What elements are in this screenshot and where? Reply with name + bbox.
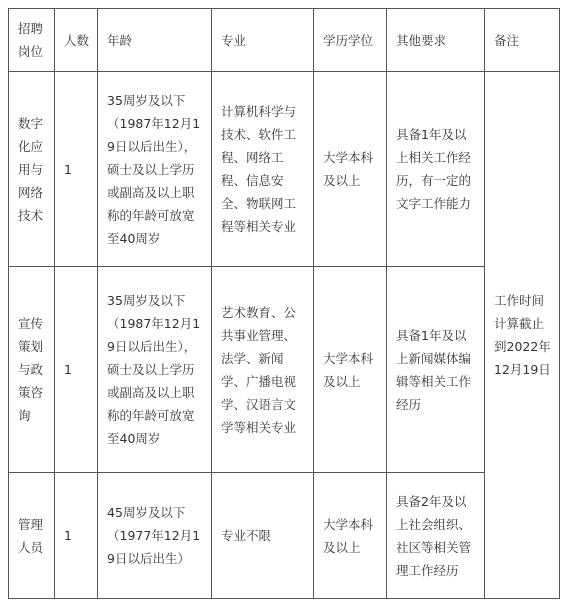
table-row bbox=[9, 72, 560, 267]
header-row bbox=[9, 9, 560, 72]
post-cell: 管理人员 bbox=[9, 473, 55, 599]
degree-cell: 大学本科及以上 bbox=[314, 267, 387, 473]
header-note: 备注 bbox=[485, 9, 560, 72]
other-cell: 具备1年及以上相关工作经历，有一定的文字工作能力 bbox=[387, 72, 485, 267]
degree-cell: 大学本科及以上 bbox=[314, 72, 387, 267]
header-count: 人数 bbox=[55, 9, 98, 72]
header-other: 其他要求 bbox=[387, 9, 485, 72]
other-cell: 具备2年及以上社会组织、社区等相关管理工作经历 bbox=[387, 473, 485, 599]
post-cell: 数字化应用与网络技术 bbox=[9, 72, 55, 267]
recruitment-table bbox=[8, 8, 560, 599]
header-post: 招聘岗位 bbox=[9, 9, 55, 72]
major-cell: 计算机科学与技术、软件工程、网络工程、信息安全、物联网工程等相关专业 bbox=[212, 72, 314, 267]
header-degree: 学历学位 bbox=[314, 9, 387, 72]
major-cell: 专业不限 bbox=[212, 473, 314, 599]
count-cell: 1 bbox=[55, 267, 98, 473]
count-cell: 1 bbox=[55, 72, 98, 267]
age-cell: 45周岁及以下（1977年12月19日以后出生） bbox=[98, 473, 212, 599]
table-row bbox=[9, 267, 560, 473]
header-major: 专业 bbox=[212, 9, 314, 72]
age-cell: 35周岁及以下（1987年12月19日以后出生），硕士及以上学历或副高及以上职称的年龄可放宽至40周岁 bbox=[98, 72, 212, 267]
note-cell: 工作时间计算截止到2022年12月19日 bbox=[485, 72, 560, 599]
degree-cell: 大学本科及以上 bbox=[314, 473, 387, 599]
age-cell: 35周岁及以下（1987年12月19日以后出生），硕士及以上学历或副高及以上职称的年龄可放宽至40周岁 bbox=[98, 267, 212, 473]
other-cell: 具备1年及以上新闻媒体编辑等相关工作经历 bbox=[387, 267, 485, 473]
header-age: 年龄 bbox=[98, 9, 212, 72]
count-cell: 1 bbox=[55, 473, 98, 599]
major-cell: 艺术教育、公共事业管理、法学、新闻学、广播电视学、汉语言文学等相关专业 bbox=[212, 267, 314, 473]
post-cell: 宣传策划与政策咨询 bbox=[9, 267, 55, 473]
table-row bbox=[9, 473, 560, 599]
